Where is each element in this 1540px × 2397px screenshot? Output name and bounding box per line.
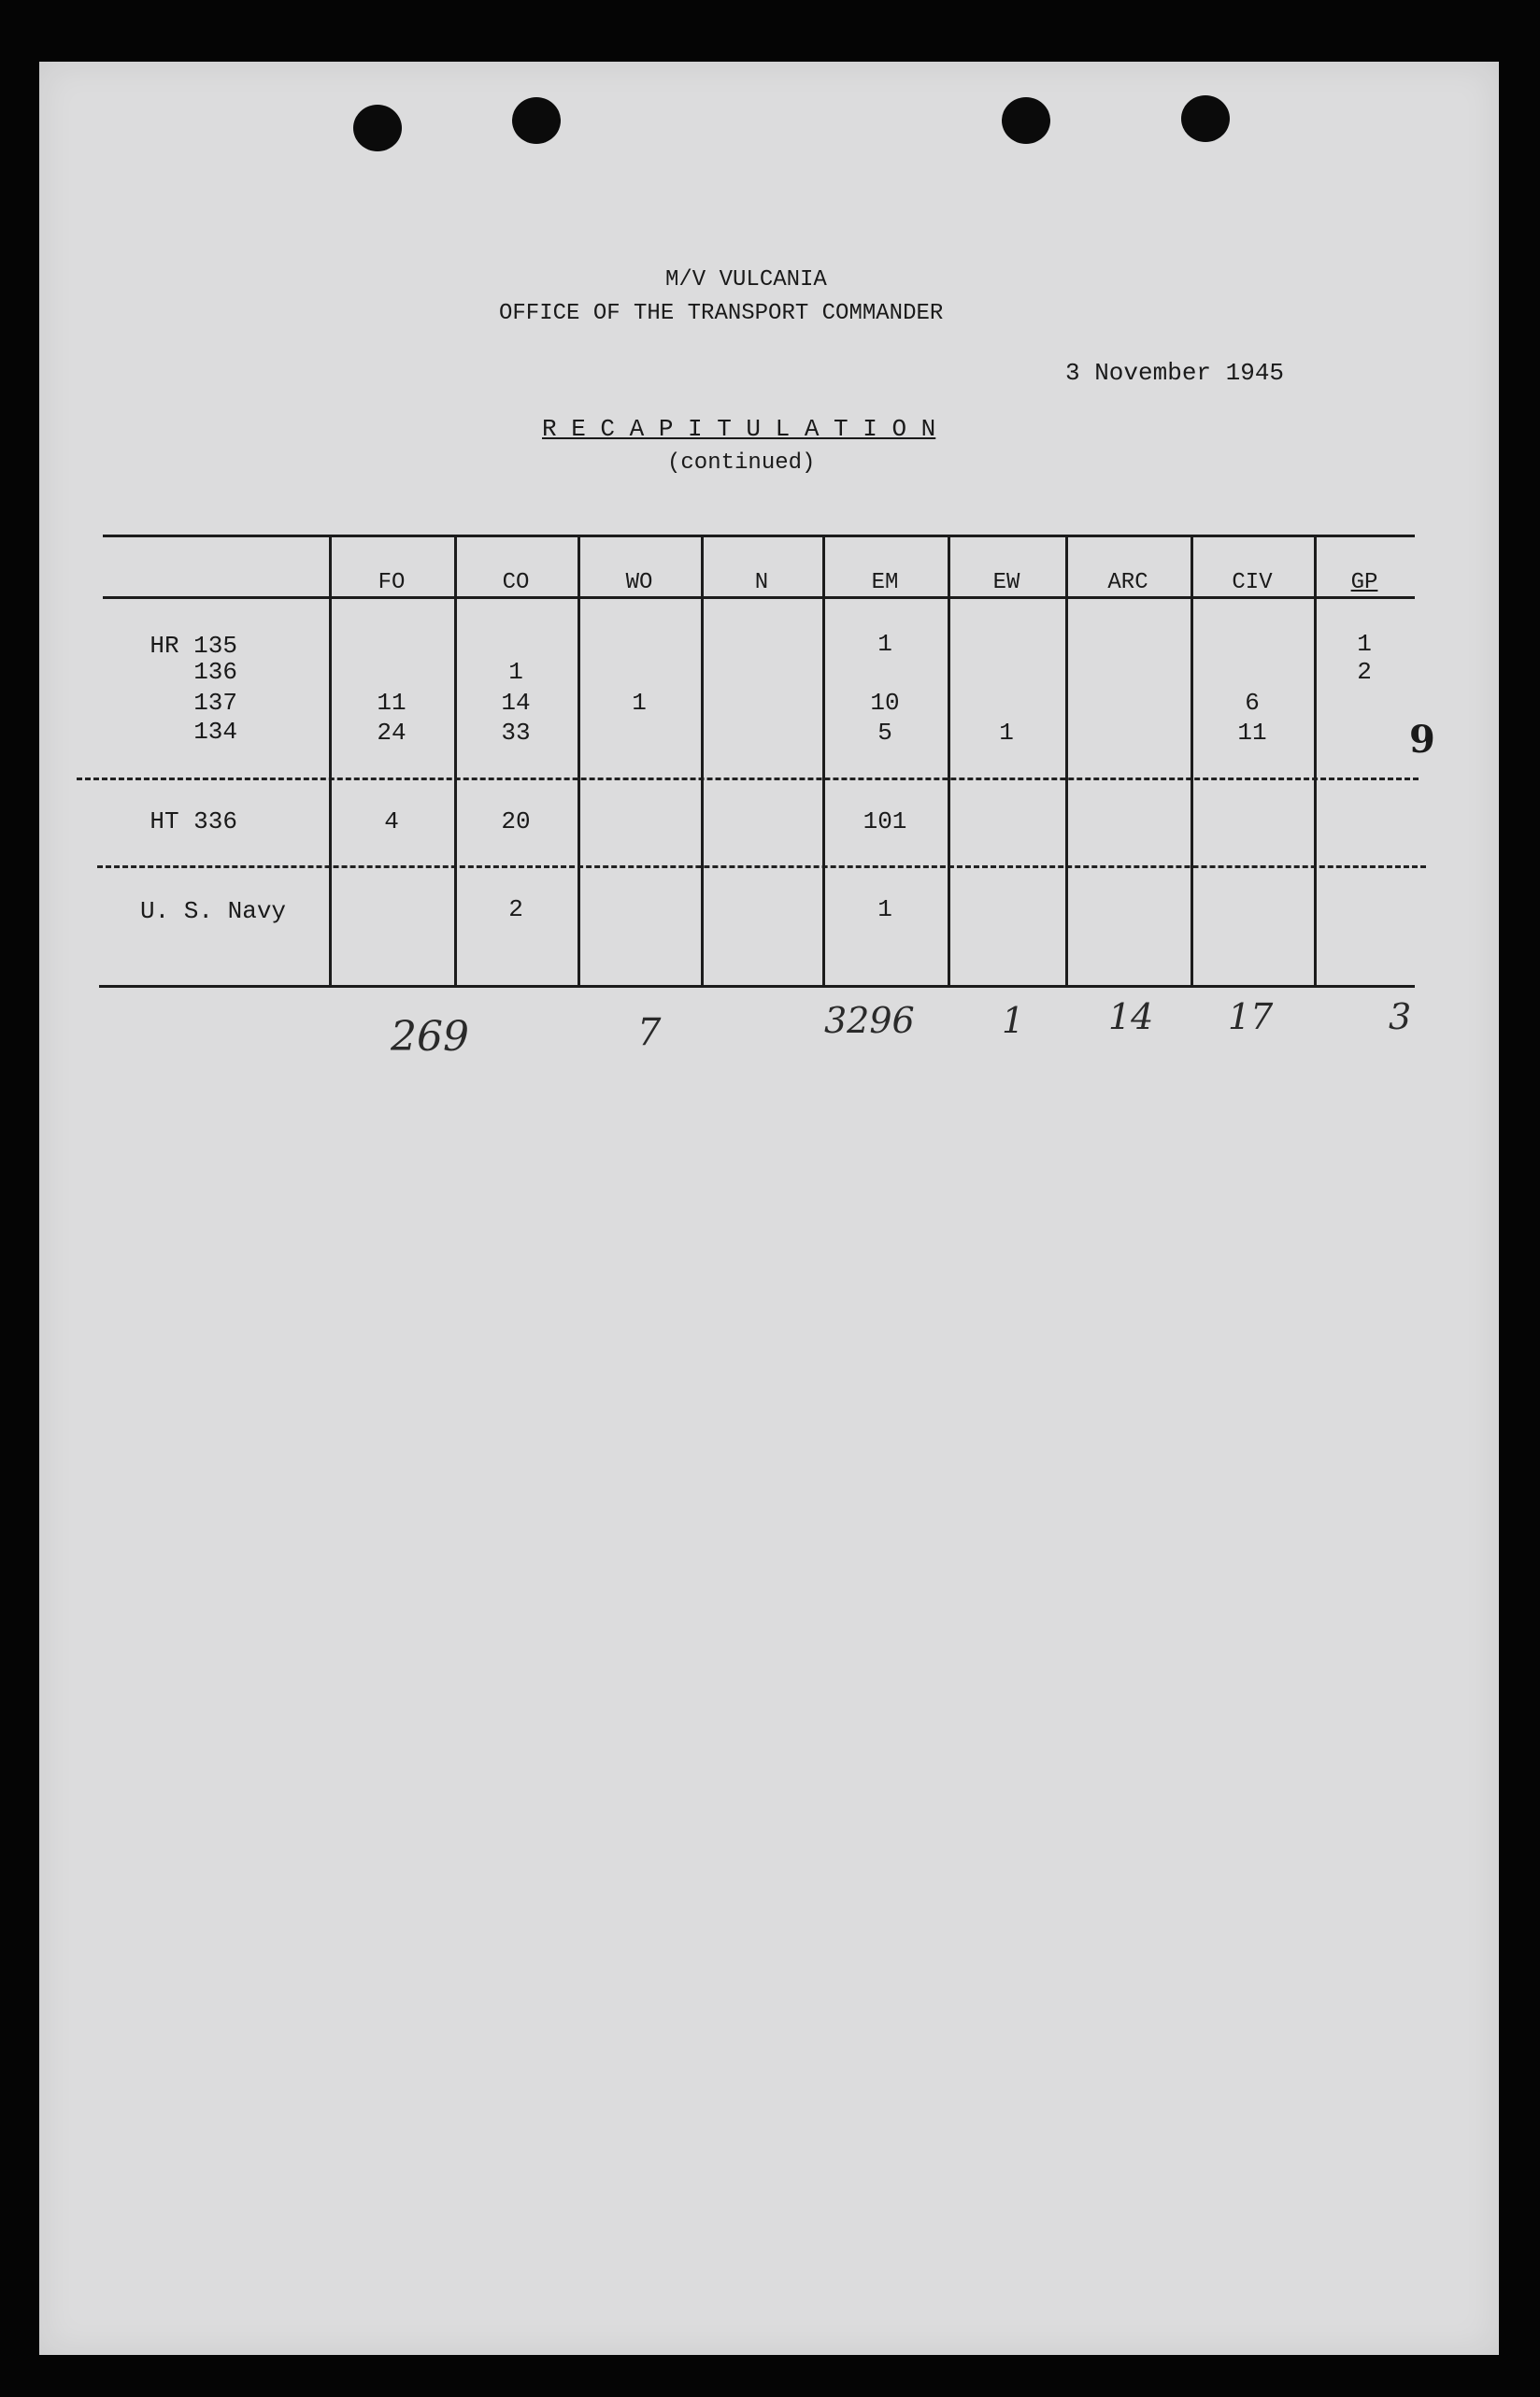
row-label: U. S. Navy bbox=[140, 897, 287, 925]
column-divider bbox=[701, 535, 704, 987]
column-divider bbox=[1314, 535, 1317, 987]
margin-note: 9 bbox=[1409, 718, 1435, 762]
column-divider bbox=[578, 535, 580, 987]
table-cell: 11 bbox=[377, 689, 406, 717]
ship-name: M/V VULCANIA bbox=[665, 267, 827, 292]
dashed-divider bbox=[77, 778, 1419, 780]
table-cell: 20 bbox=[501, 807, 531, 835]
table-cell: 24 bbox=[377, 719, 406, 747]
column-header-ew: EW bbox=[992, 570, 1020, 595]
table-cell: 1 bbox=[999, 719, 1014, 747]
punch-hole bbox=[1002, 97, 1050, 144]
table-cell: 2 bbox=[508, 895, 523, 923]
column-divider bbox=[1191, 535, 1193, 987]
header-bottom-rule bbox=[103, 596, 1415, 599]
punch-hole bbox=[1181, 95, 1230, 142]
column-divider bbox=[948, 535, 950, 987]
table-cell: 11 bbox=[1237, 719, 1267, 747]
table-bottom-rule bbox=[99, 985, 1415, 988]
table-cell: 14 bbox=[501, 689, 531, 717]
handwritten-total: 3296 bbox=[824, 1000, 915, 1041]
row-label: HR 135 bbox=[150, 632, 237, 660]
document-title: R E C A P I T U L A T I O N bbox=[542, 415, 936, 443]
punch-hole bbox=[512, 97, 561, 144]
column-header-em: EM bbox=[871, 570, 899, 595]
table-top-rule bbox=[103, 535, 1415, 537]
table-cell: 2 bbox=[1357, 658, 1372, 686]
document-subtitle: (continued) bbox=[667, 450, 816, 476]
column-header-gp: GP bbox=[1350, 570, 1378, 595]
table-cell: 1 bbox=[632, 689, 647, 717]
document-page bbox=[39, 62, 1499, 2355]
column-divider bbox=[454, 535, 457, 987]
column-header-wo: WO bbox=[625, 570, 653, 595]
row-label: HT 336 bbox=[150, 807, 237, 835]
document-date: 3 November 1945 bbox=[1065, 359, 1285, 387]
handwritten-total: 14 bbox=[1108, 996, 1154, 1037]
column-header-fo: FO bbox=[378, 570, 406, 595]
handwritten-total: 269 bbox=[391, 1013, 469, 1061]
table-cell: 5 bbox=[877, 719, 892, 747]
column-header-co: CO bbox=[502, 570, 530, 595]
table-cell: 4 bbox=[384, 807, 399, 835]
column-header-civ: CIV bbox=[1232, 570, 1273, 595]
table-cell: 1 bbox=[1357, 630, 1372, 658]
table-cell: 101 bbox=[863, 807, 907, 835]
column-divider bbox=[329, 535, 332, 987]
handwritten-total: 17 bbox=[1228, 996, 1274, 1037]
row-label: 137 bbox=[193, 689, 237, 717]
table-cell: 1 bbox=[877, 630, 892, 658]
column-header-arc: ARC bbox=[1107, 570, 1148, 595]
row-label: 136 bbox=[193, 658, 237, 686]
punch-hole bbox=[353, 105, 402, 151]
office-name: OFFICE OF THE TRANSPORT COMMANDER bbox=[499, 301, 944, 326]
handwritten-total: 1 bbox=[1002, 1000, 1025, 1041]
row-label: 134 bbox=[193, 718, 237, 746]
table-cell: 1 bbox=[877, 895, 892, 923]
column-divider bbox=[822, 535, 825, 987]
dashed-divider bbox=[97, 865, 1426, 868]
table-cell: 33 bbox=[501, 719, 531, 747]
column-divider bbox=[1065, 535, 1068, 987]
column-header-n: N bbox=[754, 570, 769, 595]
handwritten-total: 3 bbox=[1389, 996, 1412, 1037]
table-cell: 1 bbox=[508, 658, 523, 686]
table-cell: 6 bbox=[1245, 689, 1260, 717]
table-cell: 10 bbox=[870, 689, 900, 717]
handwritten-total: 7 bbox=[637, 1011, 662, 1054]
